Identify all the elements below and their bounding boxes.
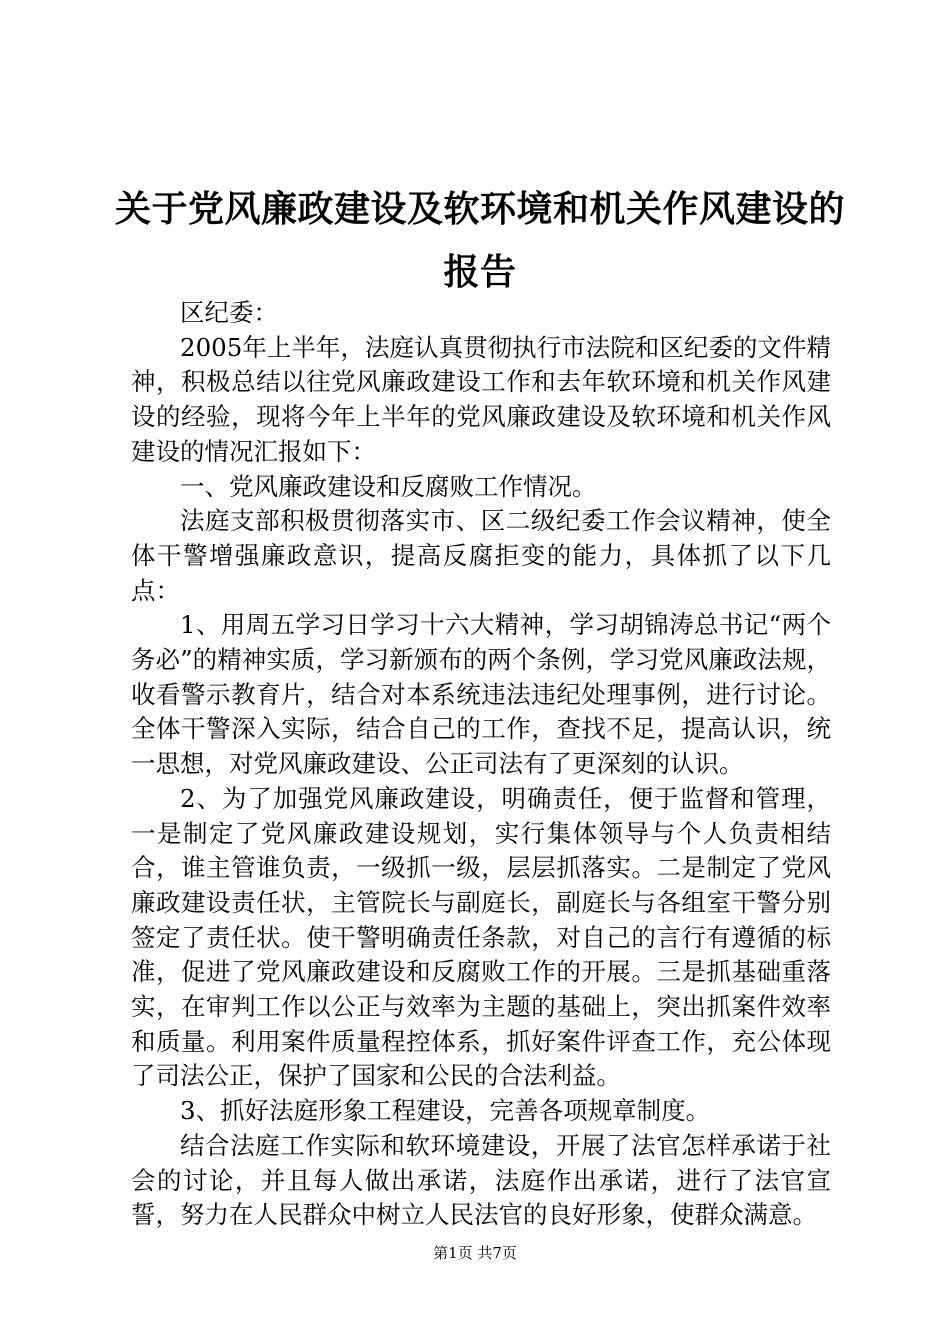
page-number-footer: 第1页 共7页 [433, 1244, 517, 1262]
salutation: 区纪委： [180, 298, 278, 327]
section-heading-1: 一、党风廉政建设和反腐败工作情况。 [180, 471, 597, 501]
title-line-2: 报告 [443, 252, 517, 293]
paragraph-item-2: 2、为了加强党风廉政建设，明确责任，便于监督和管理，一是制定了党风廉政建设规划，实行集体领导与个人负责相结合，谁主管谁负责，一级抓一级，层层抓落实。二是制定了党风廉政建设责任状，主管院长与副庭长，副庭长与各组室干警分别签定了责任状。使干警明确责任条款，对自己的言行有遵循的标准，促进了党风廉政建设和反腐败工作的开展。三是抓基础重落实，在审判工作以公正与效率为主题的基础上，突出抓案件效率和质量。利用案件质量程控体系，抓好案件评查工作，充公体现了司法公正，保护了国家和公民的合法利益。 [131, 783, 831, 1091]
document-body [131, 296, 831, 1233]
paragraph: 法庭支部积极贯彻落实市、区二级纪委工作会议精神，使全体干警增强廉政意识，提高反腐拒变的能力，具体抓了以下几点： [131, 506, 831, 605]
paragraph: 结合法庭工作实际和软环境建设，开展了法官怎样承诺于社会的讨论，并且每人做出承诺，法庭作出承诺，进行了法官宣誓，努力在人民群众中树立人民法官的良好形象，使群众满意。 [131, 1130, 831, 1230]
paragraph-item-1: 1、用周五学习日学习十六大精神，学习胡锦涛总书记“两个务必”的精神实质，学习新颁布的两个条例，学习党风廉政法规，收看警示教育片，结合对本系统违法违纪处理事例，进行讨论。全体干警深入实际，结合自己的工作，查找不足，提高认识，统一思想，对党风廉政建设、公正司法有了更深刻的认识。 [131, 610, 831, 779]
paragraph-item-3: 3、抓好法庭形象工程建设，完善各项规章制度。 [180, 1096, 711, 1126]
paragraph-intro: 2005年上半年，法庭认真贯彻执行市法院和区纪委的文件精神，积极总结以往党风廉政建设工作和去年软环境和机关作风建设的经验，现将今年上半年的党风廉政建设及软环境和机关作风建设的情况汇报如下： [131, 332, 831, 466]
document-title [110, 178, 850, 304]
title-line-1: 关于党风廉政建设及软环境和机关作风建设的 [114, 189, 845, 230]
